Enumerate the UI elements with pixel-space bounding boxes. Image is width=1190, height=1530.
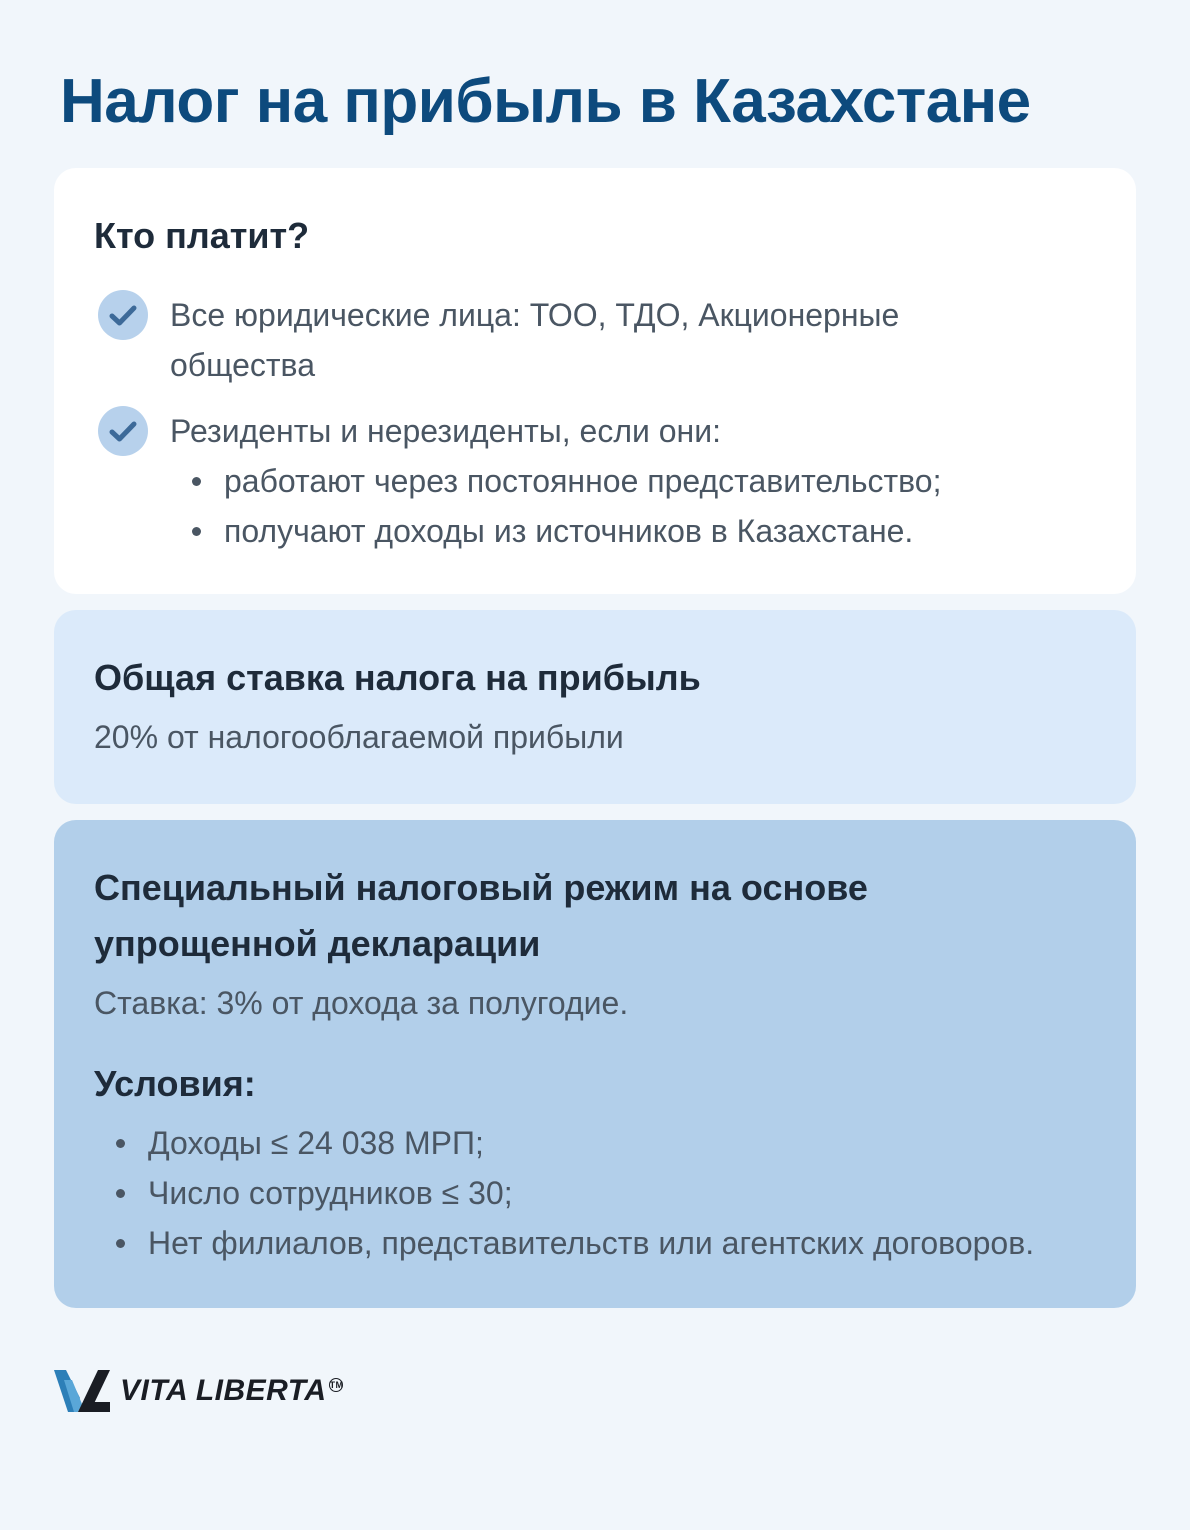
sub-bullet-text: получают доходы из источников в Казахстане. [224,513,914,549]
item-text-line1: Все юридические лица: ТОО, ТДО, Акционерные [170,297,900,333]
bullet-dot [116,1189,125,1198]
condition-text: Число сотрудников ≤ 30; [148,1175,513,1211]
bullet-dot [192,477,201,486]
sub-bullet-list [170,456,1096,556]
item-text-line2: общества [170,347,315,383]
general-rate-heading: Общая ставка налога на прибыль [94,657,701,698]
list-item [94,406,1096,556]
conditions-list [94,1118,1096,1268]
who-pays-heading: Кто платит? [94,215,310,256]
sub-bullet-item [170,456,1096,506]
page-title: Налог на прибыль в Казахстане [60,67,1031,136]
special-regime-heading-line2: упрощенной декларации [94,923,541,964]
special-regime-card [54,820,1136,1308]
logo-mark-icon [54,1370,110,1412]
list-item [94,290,1096,390]
bullet-dot [192,527,201,536]
sub-bullet-item [170,506,1096,556]
condition-item [94,1218,1096,1268]
condition-text: Нет филиалов, представительств или агентских договоров. [148,1225,1035,1261]
bullet-dot [116,1239,125,1248]
bullet-dot [116,1139,125,1148]
condition-text: Доходы ≤ 24 038 МРП; [148,1125,484,1161]
who-pays-card [54,168,1136,594]
check-circle-icon [98,290,148,340]
special-regime-heading-line1: Специальный налоговый режим на основе [94,867,868,908]
item-text-line1: Резиденты и нерезиденты, если они: [170,413,721,449]
condition-item [94,1118,1096,1168]
who-pays-list [94,290,1096,556]
general-rate-card [54,610,1136,804]
check-circle-icon [98,406,148,456]
condition-item [94,1168,1096,1218]
general-rate-text: 20% от налогооблагаемой прибыли [94,719,624,755]
logo-text: VITA LIBERTA TM [120,1374,344,1407]
conditions-heading: Условия: [94,1063,256,1104]
special-regime-rate: Ставка: 3% от дохода за полугодие. [94,985,629,1021]
trademark-mark: TM [329,1380,344,1390]
sub-bullet-text: работают через постоянное представительство; [224,463,942,499]
vita-liberta-logo [54,1370,343,1412]
